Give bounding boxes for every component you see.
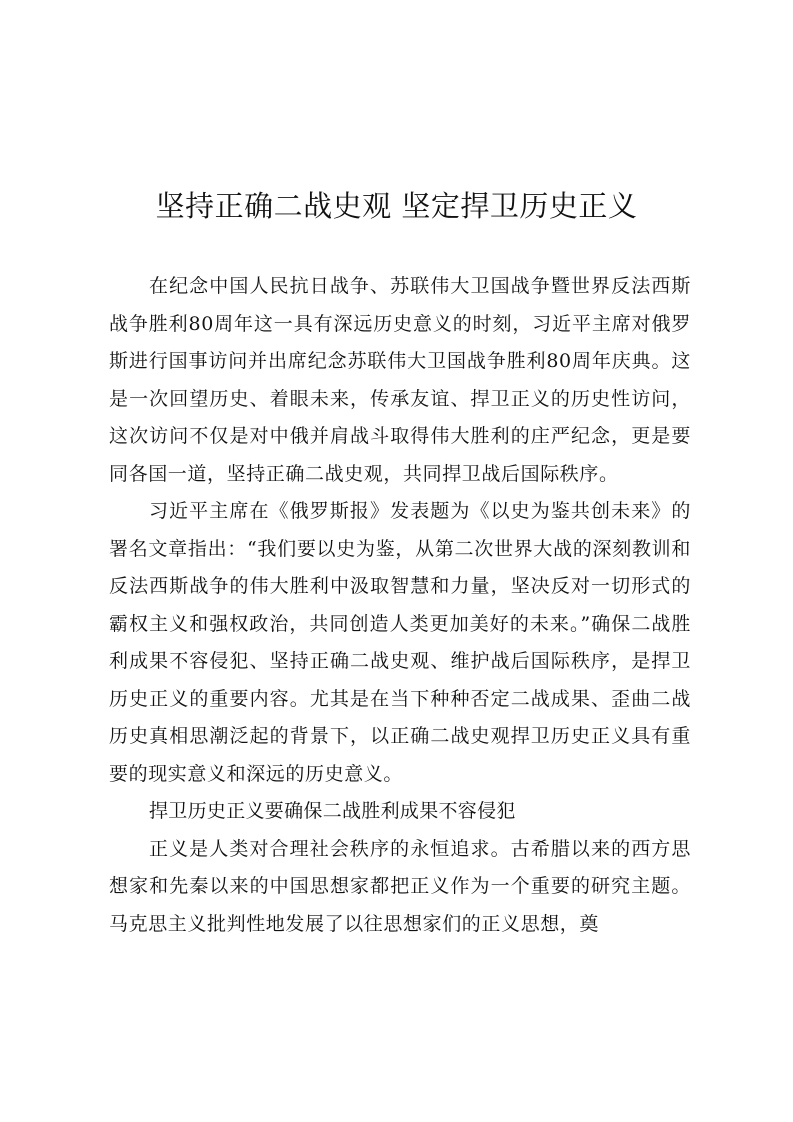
document-title: 坚持正确二战史观 坚定捍卫历史正义 xyxy=(155,189,638,223)
body-paragraph-1: 在纪念中国人民抗日战争、苏联伟大卫国战争暨世界反法西斯战争胜利80周年这一具有深远历史意义的时刻，习近平主席对俄罗斯进行国事访问并出席纪念苏联伟大卫国战争胜利80周年庆典。这是一次回望历史、着眼未来，传承友谊、捍卫正义的历史性访问，这次访问不仅是对中俄并肩战斗取得伟大胜利的庄严纪念，更是要同各国一道，坚持正确二战史观，共同捍卫战后国际秩序。 xyxy=(109,275,691,485)
section-heading: 捍卫历史正义要确保二战胜利成果不容侵犯 xyxy=(149,800,516,822)
section-paragraph: 正义是人类对合理社会秩序的永恒追求。古希腊以来的西方思想家和先秦以来的中国思想家都把正义作为一个重要的研究主题。马克思主义批判性地发展了以往思想家们的正义思想，奠 xyxy=(109,837,691,935)
document-body xyxy=(109,268,691,943)
body-paragraph-2: 习近平主席在《俄罗斯报》发表题为《以史为鉴共创未来》的署名文章指出：“我们要以史为鉴，从第二次世界大战的深刻教训和反法西斯战争的伟大胜利中汲取智慧和力量，坚决反对一切形式的霸权主义和强权政治，共同创造人类更加美好的未来。”确保二战胜利成果不容侵犯、坚持正确二战史观、维护战后国际秩序，是捍卫历史正义的重要内容。尤其是在当下种种否定二战成果、歪曲二战历史真相思潮泛起的背景下，以正确二战史观捍卫历史正义具有重要的现实意义和深远的历史意义。 xyxy=(109,500,691,785)
